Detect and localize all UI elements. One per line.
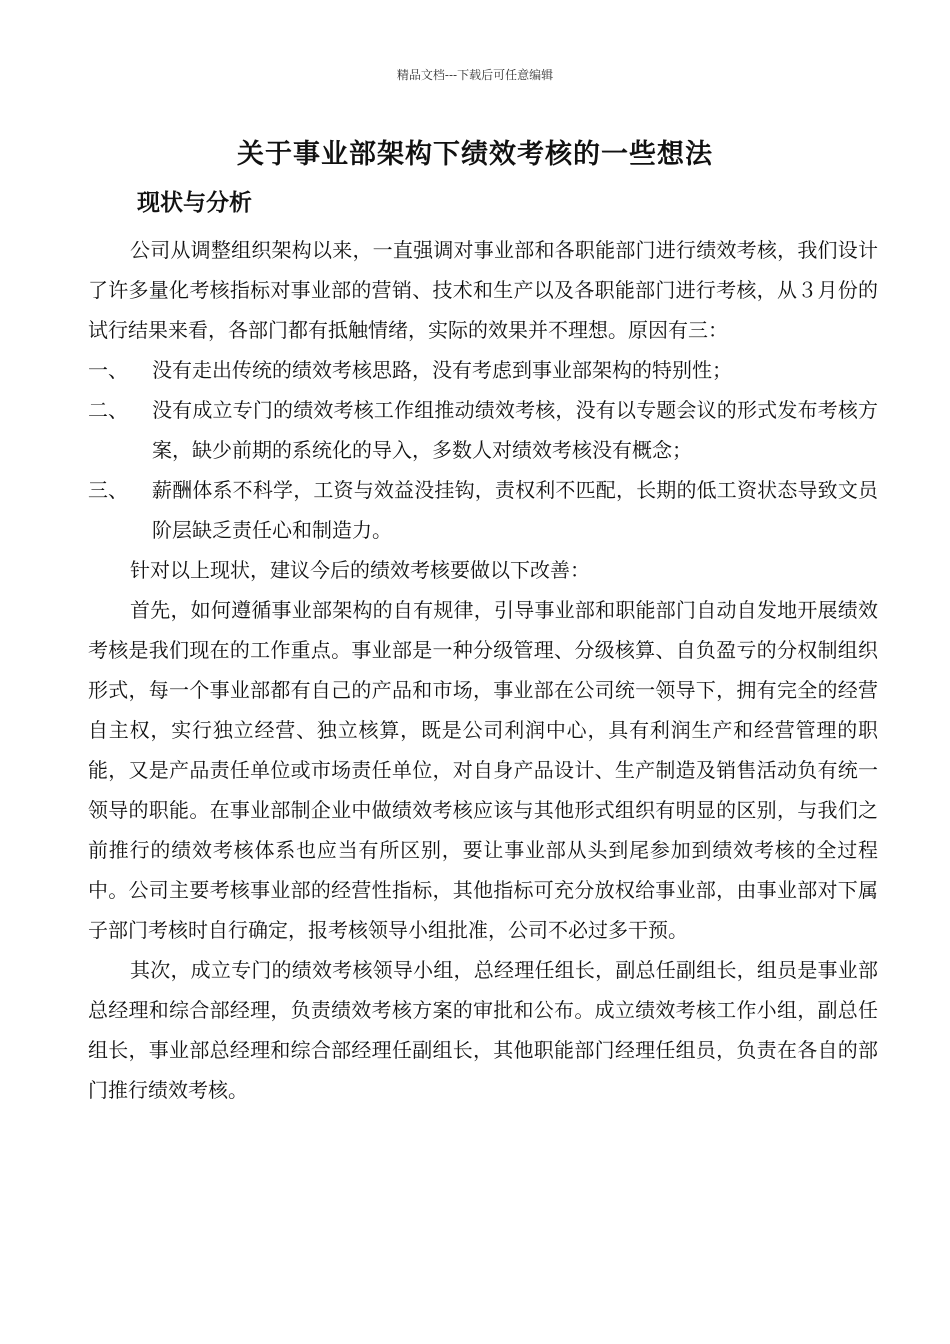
document-title: 关于事业部架构下绩效考核的一些想法 bbox=[237, 139, 713, 170]
transition-paragraph: 针对以上现状，建议今后的绩效考核要做以下改善： bbox=[130, 558, 590, 582]
reason-text: 没有成立专门的绩效考核工作组推动绩效考核，没有以专题会议的形式发布考核方案，缺少前期的系统化的导入，多数人对绩效考核没有概念； bbox=[152, 398, 878, 462]
reason-number: 三、 bbox=[88, 478, 128, 502]
reason-item-2 bbox=[88, 390, 878, 470]
reason-text: 没有走出传统的绩效考核思路，没有考虑到事业部架构的特别性； bbox=[152, 358, 732, 382]
header-note: 精品文档---下载后可任意编辑 bbox=[396, 68, 554, 82]
document-body bbox=[88, 230, 878, 1110]
reason-item-3 bbox=[88, 470, 878, 550]
section-heading: 现状与分析 bbox=[137, 190, 252, 216]
second-point-paragraph: 其次，成立专门的绩效考核领导小组，总经理任组长，副总任副组长，组员是事业部总经理和综合部经理，负责绩效考核方案的审批和公布。成立绩效考核工作小组，副总任组长，事业部总经理和综合部经理任副组长，其他职能部门经理任组员，负责在各自的部门推行绩效考核。 bbox=[88, 958, 878, 1102]
first-point-paragraph: 首先，如何遵循事业部架构的自有规律，引导事业部和职能部门自动自发地开展绩效考核是我们现在的工作重点。事业部是一种分级管理、分级核算、自负盈亏的分权制组织形式，每一个事业部都有自己的产品和市场，事业部在公司统一领导下，拥有完全的经营自主权，实行独立经营、独立核算，既是公司利润中心，具有利润生产和经营管理的职能，又是产品责任单位或市场责任单位，对自身产品设计、生产制造及销售活动负有统一领导的职能。在事业部制企业中做绩效考核应该与其他形式组织有明显的区别，与我们之前推行的绩效考核体系也应当有所区别，要让事业部从头到尾参加到绩效考核的全过程中。公司主要考核事业部的经营性指标，其他指标可充分放权给事业部，由事业部对下属子部门考核时自行确定，报考核领导小组批准，公司不必过多干预。 bbox=[88, 598, 878, 942]
intro-paragraph: 公司从调整组织架构以来，一直强调对事业部和各职能部门进行绩效考核，我们设计了许多量化考核指标对事业部的营销、技术和生产以及各职能部门进行考核，从３月份的试行结果来看，各部门都有抵触情绪，实际的效果并不理想。原因有三： bbox=[88, 238, 878, 342]
reason-number: 二、 bbox=[88, 398, 128, 422]
reason-number: 一、 bbox=[88, 358, 128, 382]
reason-item-1 bbox=[88, 350, 878, 390]
reason-text: 薪酬体系不科学，工资与效益没挂钩，责权利不匹配，长期的低工资状态导致文员阶层缺乏责任心和制造力。 bbox=[152, 478, 878, 542]
